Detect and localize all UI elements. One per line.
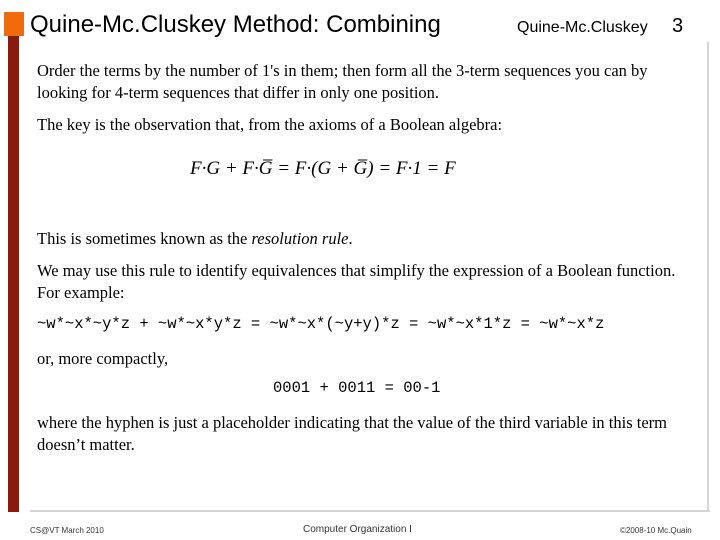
slide-topic: Quine-Mc.Cluskey — [517, 19, 648, 36]
paragraph-simplify: We may use this rule to identify equivalences that simplify the expression of a Boolean function. For example: — [37, 261, 676, 302]
resolution-equation — [190, 158, 510, 188]
paragraph-ordering: Order the terms by the number of 1's in them; then form all the 3-term sequences you can by looking for 4-term sequences that differ in only one position. — [37, 61, 648, 102]
footer-course: CS@VT March 2010 — [30, 526, 104, 535]
slide-number: 3 — [672, 15, 684, 37]
paragraph-compactly: or, more compactly, — [37, 349, 169, 368]
bottom-frame-line — [30, 510, 710, 512]
left-decorative-bar — [8, 36, 19, 512]
footer-title: Computer Organization I — [303, 524, 412, 535]
code-example-expanded: ~w*~x*~y*z + ~w*~x*y*z = ~w*~x*(~y+y)*z = ~w*~x*1*z = ~w*~x*z — [37, 315, 605, 333]
paragraph-hyphen: where the hyphen is just a placeholder indicating that the value of the third variable in this term doesn’t matter. — [37, 413, 668, 454]
slide-title: Quine-Mc.Cluskey Method: Combining — [30, 11, 441, 38]
resolution-rule-term: resolution rule — [251, 229, 349, 248]
right-frame-line — [707, 42, 709, 510]
equation-text: F·G + F·G̅ = F·(G + G̅) = F·1 = F — [190, 158, 456, 179]
footer-copyright: ©2008-10 Mc.Quain — [620, 526, 692, 535]
resolution-rule-suffix: . — [348, 229, 353, 248]
paragraph-resolution-rule — [37, 228, 697, 250]
title-accent-square — [4, 12, 24, 36]
paragraph-key-observation: The key is the observation that, from the axioms of a Boolean algebra: — [37, 115, 503, 134]
code-example-compact: 0001 + 0011 = 00-1 — [273, 379, 441, 397]
resolution-rule-prefix: This is sometimes known as the — [37, 229, 252, 248]
